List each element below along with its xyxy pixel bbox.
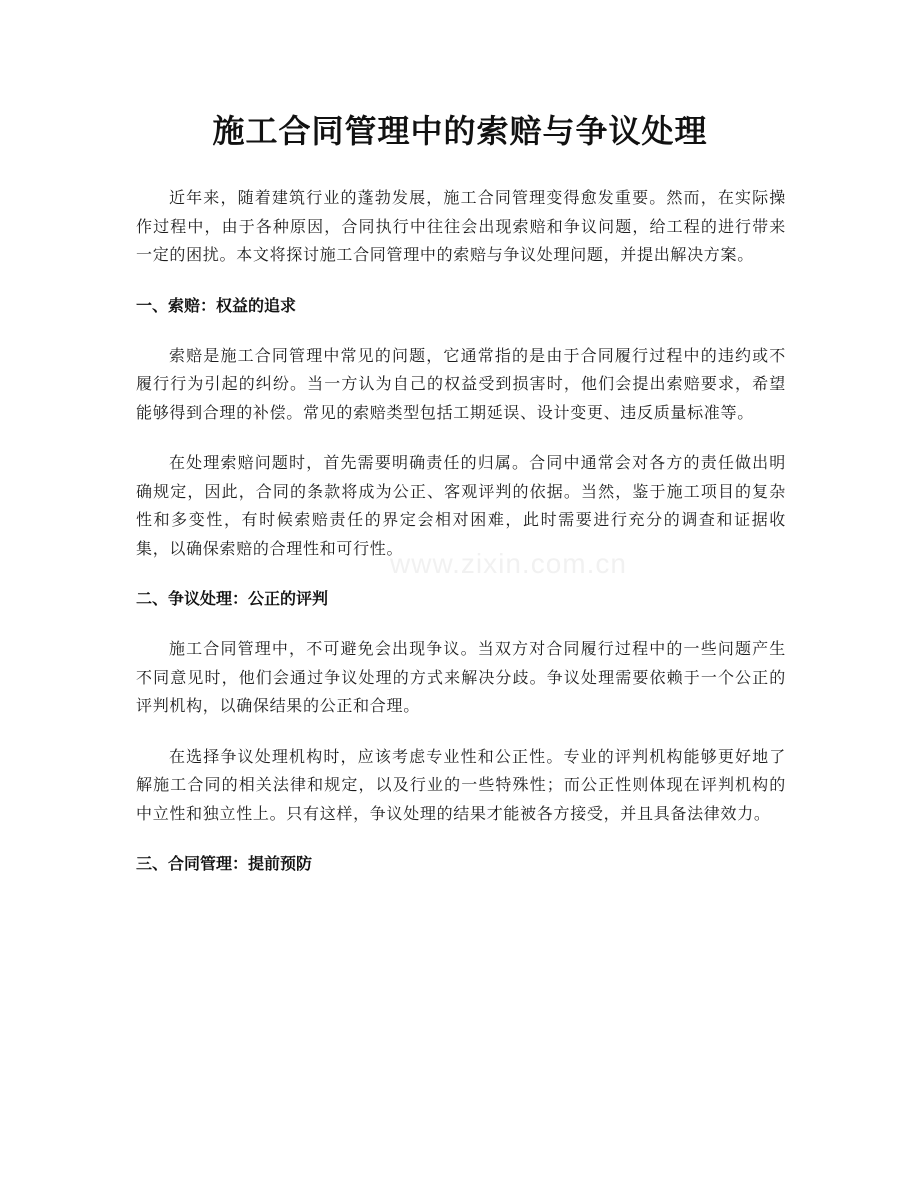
watermark: www.zixin.com.cn (390, 548, 627, 579)
paragraph-claims-definition: 索赔是施工合同管理中常见的问题，它通常指的是由于合同履行过程中的违约或不履行行为引起的纠纷。当一方认为自己的权益受到损害时，他们会提出索赔要求，希望能够得到合理的补偿。常见的索赔类型包括工期延误、设计变更、违反质量标准等。 (136, 345, 786, 422)
paragraph-disputes-agency: 在选择争议处理机构时，应该考虑专业性和公正性。专业的评判机构能够更好地了解施工合同的相关法律和规定，以及行业的一些特殊性；而公正性则体现在评判机构的中立性和独立性上。只有这样，争议处理的结果才能被各方接受，并且具备法律效力。 (136, 746, 786, 823)
section-heading-2: 二、争议处理：公正的评判 (136, 589, 329, 608)
document-title: 施工合同管理中的索赔与争议处理 (212, 112, 708, 150)
document-body (136, 184, 786, 900)
section-heading-1: 一、索赔：权益的追求 (136, 295, 297, 315)
section-heading-3: 三、合同管理：提前预防 (136, 854, 313, 873)
paragraph-intro: 近年来，随着建筑行业的蓬勃发展，施工合同管理变得愈发重要。然而，在实际操作过程中，由于各种原因，合同执行中往往会出现索赔和争议问题，给工程的进行带来一定的困扰。本文将探讨施工合同管理中的索赔与争议处理问题，并提出解决方案。 (136, 188, 786, 264)
paragraph-disputes-intro: 施工合同管理中，不可避免会出现争议。当双方对合同履行过程中的一些问题产生不同意见时，他们会通过争议处理的方式来解决分歧。争议处理需要依赖于一个公正的评判机构，以确保结果的公正和合理。 (136, 639, 786, 715)
paragraph-claims-handling: 在处理索赔问题时，首先需要明确责任的归属。合同中通常会对各方的责任做出明确规定，因此，合同的条款将成为公正、客观评判的依据。当然，鉴于施工项目的复杂性和多变性，有时候索赔责任的界定会相对困难，此时需要进行充分的调查和证据收集，以确保索赔的合理性和可行性。 (136, 453, 786, 558)
